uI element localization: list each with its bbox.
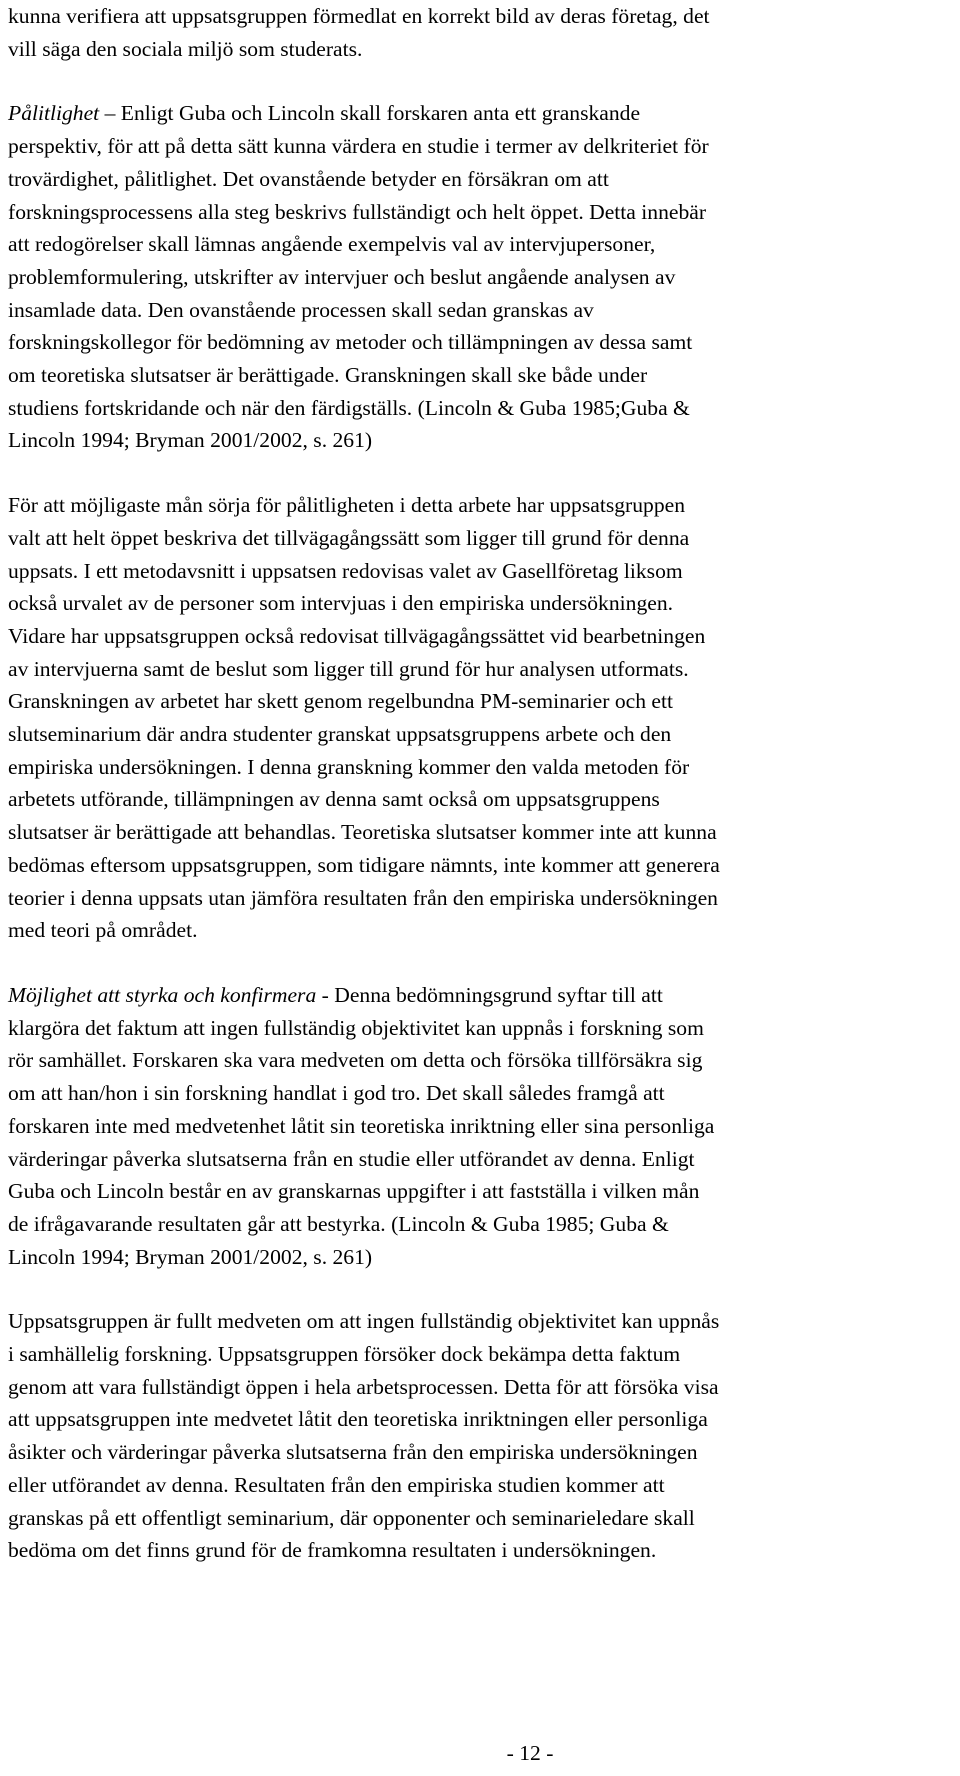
paragraph-reliability-application: För att möjligaste mån sörja för pålitligheten i detta arbete har uppsatsgruppen valt att helt öppet beskriva det tillvägagångssätt som ligger till grund för denna uppsats. I ett metodavsnitt i uppsatsen redovisas valet av Gasellföretag liksom också urvalet av de personer som intervjuas i den empiriska undersökningen. Vidare har uppsatsgruppen också redovisat tillvägagångssättet vid bearbetningen av intervjuerna samt de beslut som ligger till grund för hur analysen utformats. Granskningen av arbetet har skett genom regelbundna PM-seminarier och ett slutseminarium där andra studenter granskat uppsatsgruppens arbete och den empiriska undersökningen. I denna granskning kommer den valda metoden för arbetets utförande, tillämpningen av denna samt också om uppsatsgruppens slutsatser är berättigade att behandlas. Teoretiska slutsatser kommer inte att kunna bedömas eftersom uppsatsgruppen, som tidigare nämnts, inte kommer att generera teorier i denna uppsats utan jämföra resultaten från den empiriska undersökningen med teori på området. xyxy=(8,493,720,943)
paragraph-confirmability xyxy=(8,979,956,1273)
paragraph-confirmability-text: - Denna bedömningsgrund syftar till att klargöra det faktum att ingen fullständig objektivitet kan uppnås i forskning som rör samhället. Forskaren ska vara medveten om detta och försöka tillförsäkra sig om att han/hon i sin forskning handlat i god tro. Det skall således framgå att forskaren inte med medvetenhet låtit sin teoretiska inriktning eller sina personliga värderingar påverka slutsatserna från en studie eller utförandet av denna. Enligt Guba och Lincoln består en av granskarnas uppgifter i att fastställa i vilken mån de ifrågavarande resultaten går att bestyrka. (Lincoln & Guba 1985; Guba & Lincoln 1994; Bryman 2001/2002, s. 261) xyxy=(8,982,715,1269)
document-body xyxy=(8,0,956,1567)
page-number: - 12 - xyxy=(506,1741,554,1765)
paragraph-confirmability-application: Uppsatsgruppen är fullt medveten om att ingen fullständig objektivitet kan uppnås i samhällelig forskning. Uppsatsgruppen försöker dock bekämpa detta faktum genom att vara fullständigt öppen i hela arbetsprocessen. Detta för att försöka visa att uppsatsgruppen inte medvetet låtit den teoretiska inriktningen eller personliga åsikter och värderingar påverka slutsatserna från den empiriska undersökningen eller utförandet av denna. Resultaten från den empiriska studien kommer att granskas på ett offentligt seminarium, där opponenter och seminarieledare skall bedöma om det finns grund för de framkomna resultaten i undersökningen. xyxy=(8,1309,720,1563)
paragraph-continued: kunna verifiera att uppsatsgruppen förmedlat en korrekt bild av deras företag, det vill säga den sociala miljö som studerats. xyxy=(8,4,710,61)
term-confirmability: Möjlighet att styrka och konfirmera xyxy=(8,982,317,1007)
paragraph-reliability xyxy=(8,97,956,457)
term-reliability: Pålitlighet xyxy=(8,101,100,126)
paragraph-reliability-text: – Enligt Guba och Lincoln skall forskaren anta ett granskande perspektiv, för att på detta sätt kunna värdera en studie i termer av delkriteriet för trovärdighet, pålitlighet. Det ovanstående betyder en försäkran om att forskningsprocessens alla steg beskrivs fullständigt och helt öppet. Detta innebär att redogörelser skall lämnas angående exempelvis val av intervjupersoner, problemformulering, utskrifter av intervjuer och beslut angående analysen av insamlade data. Den ovanstående processen skall sedan granskas av forskningskollegor för bedömning av metoder och tillämpningen av dessa samt om teoretiska slutsatser är berättigade. Granskningen skall ske både under studiens fortskridande och när den färdigställs. (Lincoln & Guba 1985;Guba & Lincoln 1994; Bryman 2001/2002, s. 261) xyxy=(8,101,709,453)
